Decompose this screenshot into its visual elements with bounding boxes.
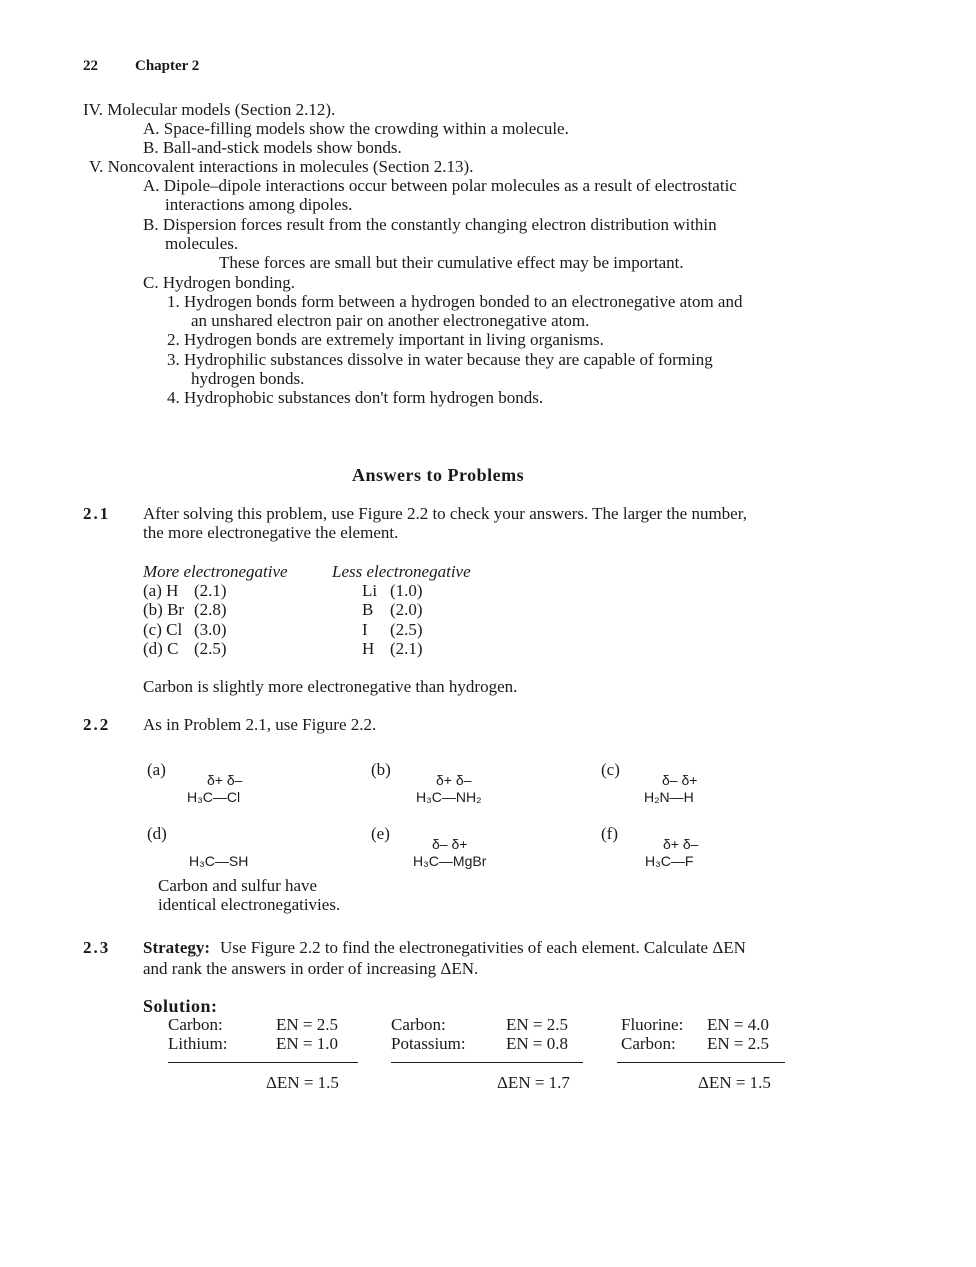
- item-f-formula: H₃C—F: [645, 853, 694, 869]
- item-f-label: (f): [601, 824, 618, 843]
- solution-label: Solution:: [143, 996, 218, 1016]
- strategy-label: Strategy:: [143, 938, 211, 957]
- item-c-formula: H₂N—H: [644, 789, 694, 805]
- problem-2-1-text-line1: After solving this problem, use Figure 2.2 to check your answers. The larger the number,: [143, 504, 747, 523]
- group1-row1-element: Carbon:: [168, 1015, 223, 1034]
- answers-title: Answers to Problems: [352, 465, 525, 485]
- outline-v-b-line3: These forces are small but their cumulative effect may be important.: [219, 253, 684, 272]
- group1-row2-element: Lithium:: [168, 1034, 228, 1053]
- item-a-charges: δ+ δ–: [207, 772, 243, 788]
- column-less-electronegative: Less electronegative: [332, 562, 471, 581]
- strategy-text-line2: and rank the answers in order of increasing ΔEN.: [143, 959, 479, 978]
- outline-v-a-line1: A. Dipole–dipole interactions occur between polar molecules as a result of electrostatic: [143, 176, 737, 195]
- item-d-note-line1: Carbon and sulfur have: [158, 876, 318, 895]
- row-b-more-value: (2.8): [194, 600, 227, 619]
- item-b-formula: H₃C—NH₂: [416, 789, 482, 805]
- problem-2-1-number: 2.1: [83, 504, 111, 523]
- group2-delta-en: ΔEN = 1.7: [497, 1073, 570, 1092]
- row-c-less-value: (2.5): [390, 620, 423, 639]
- problem-2-2-number: 2.2: [83, 715, 111, 734]
- item-b-label: (b): [371, 760, 391, 779]
- row-b-less-label: B: [362, 600, 374, 619]
- outline-v-b-line1: B. Dispersion forces result from the constantly changing electron distribution within: [143, 215, 717, 234]
- problem-2-2-text: As in Problem 2.1, use Figure 2.2.: [143, 715, 377, 734]
- outline-iv-a: A. Space-filling models show the crowding within a molecule.: [143, 119, 569, 138]
- row-b-less-value: (2.0): [390, 600, 423, 619]
- row-a-more-value: (2.1): [194, 581, 227, 600]
- outline-v-b-line2: molecules.: [165, 234, 239, 253]
- group3-delta-en: ΔEN = 1.5: [698, 1073, 771, 1092]
- row-c-more-value: (3.0): [194, 620, 227, 639]
- outline-c4: 4. Hydrophobic substances don't form hydrogen bonds.: [167, 388, 544, 407]
- item-c-charges: δ– δ+: [662, 772, 698, 788]
- outline-iv: IV. Molecular models (Section 2.12).: [83, 100, 336, 119]
- outline-c3-line1: 3. Hydrophilic substances dissolve in water because they are capable of forming: [167, 350, 713, 369]
- outline-c2: 2. Hydrogen bonds are extremely important in living organisms.: [167, 330, 604, 349]
- group3-row2-en: EN = 2.5: [707, 1034, 769, 1053]
- outline-c1-line2: an unshared electron pair on another electronegative atom.: [191, 311, 590, 330]
- row-c-more-label: (c) Cl: [143, 620, 183, 639]
- chapter-heading: Chapter 2: [135, 58, 200, 74]
- row-d-less-label: H: [362, 639, 375, 658]
- page-number: 22: [83, 58, 98, 74]
- row-a-less-value: (1.0): [390, 581, 423, 600]
- group2-rule: [391, 1062, 583, 1063]
- outline-v-c: C. Hydrogen bonding.: [143, 273, 296, 292]
- group3-row1-en: EN = 4.0: [707, 1015, 769, 1034]
- group2-row2-element: Potassium:: [391, 1034, 466, 1053]
- group1-row2-en: EN = 1.0: [276, 1034, 338, 1053]
- item-d-note-line2: identical electronegativies.: [158, 895, 341, 914]
- group3-row1-element: Fluorine:: [621, 1015, 684, 1034]
- item-e-label: (e): [371, 824, 390, 843]
- row-d-more-label: (d) C: [143, 639, 179, 658]
- row-d-more-value: (2.5): [194, 639, 227, 658]
- group2-row1-element: Carbon:: [391, 1015, 446, 1034]
- item-a-label: (a): [147, 760, 166, 779]
- item-e-charges: δ– δ+: [432, 836, 468, 852]
- item-a-formula: H₃C—Cl: [187, 789, 241, 805]
- row-a-more-label: (a) H: [143, 581, 179, 600]
- outline-v-a-line2: interactions among dipoles.: [165, 195, 353, 214]
- row-d-less-value: (2.1): [390, 639, 423, 658]
- item-b-charges: δ+ δ–: [436, 772, 472, 788]
- row-c-less-label: I: [362, 620, 368, 639]
- strategy-text-line1: Use Figure 2.2 to find the electronegativities of each element. Calculate ΔEN: [220, 938, 746, 957]
- item-d-formula: H₃C—SH: [189, 853, 249, 869]
- group1-rule: [168, 1062, 358, 1063]
- row-a-less-label: Li: [362, 581, 378, 600]
- outline-c1-line1: 1. Hydrogen bonds form between a hydrogen bonded to an electronegative atom and: [167, 292, 743, 311]
- problem-2-1-note: Carbon is slightly more electronegative than hydrogen.: [143, 677, 518, 696]
- group3-row2-element: Carbon:: [621, 1034, 676, 1053]
- row-b-more-label: (b) Br: [143, 600, 185, 619]
- group3-rule: [617, 1062, 785, 1063]
- group1-delta-en: ΔEN = 1.5: [266, 1073, 339, 1092]
- item-e-formula: H₃C—MgBr: [413, 853, 487, 869]
- item-f-charges: δ+ δ–: [663, 836, 699, 852]
- group2-row2-en: EN = 0.8: [506, 1034, 568, 1053]
- item-d-label: (d): [147, 824, 167, 843]
- problem-2-3-number: 2.3: [83, 938, 111, 957]
- problem-2-1-text-line2: the more electronegative the element.: [143, 523, 399, 542]
- group1-row1-en: EN = 2.5: [276, 1015, 338, 1034]
- outline-c3-line2: hydrogen bonds.: [191, 369, 305, 388]
- column-more-electronegative: More electronegative: [143, 562, 288, 581]
- outline-v: V. Noncovalent interactions in molecules (Section 2.13).: [89, 157, 474, 176]
- outline-iv-b: B. Ball-and-stick models show bonds.: [143, 138, 402, 157]
- group2-row1-en: EN = 2.5: [506, 1015, 568, 1034]
- item-c-label: (c): [601, 760, 620, 779]
